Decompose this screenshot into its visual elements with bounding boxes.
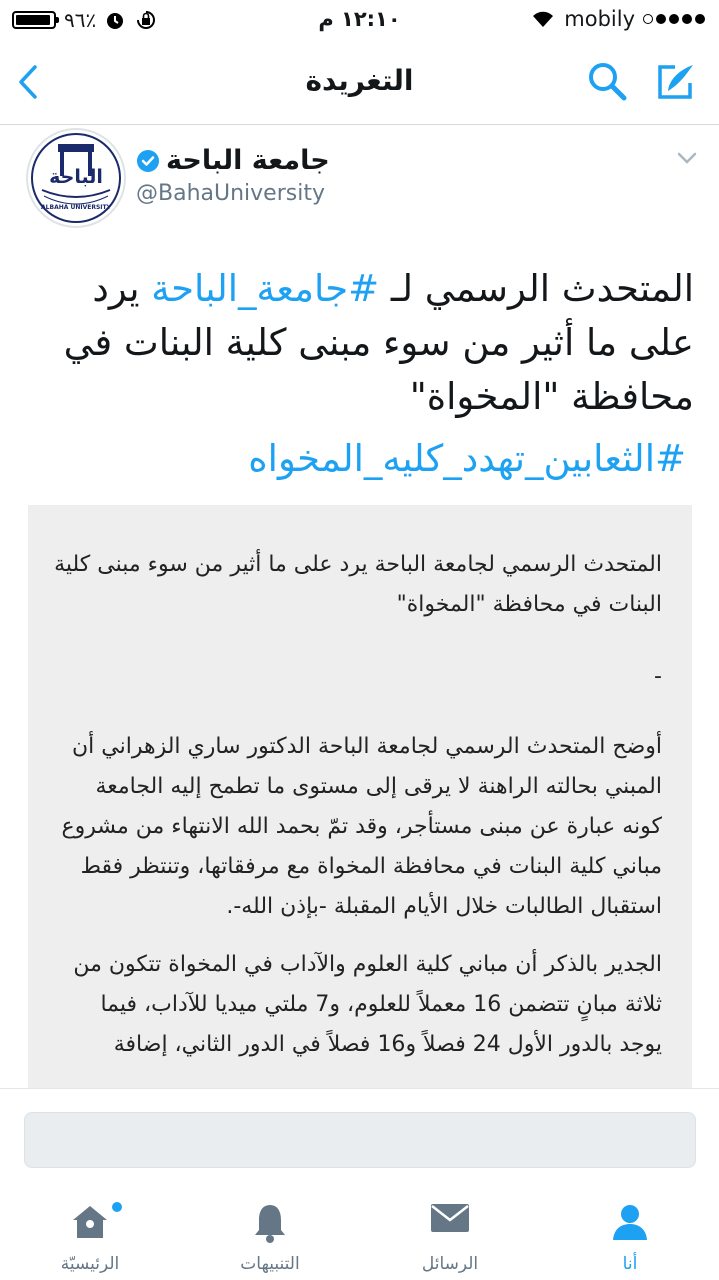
hashtag-link[interactable]: #جامعة_الباحة — [151, 267, 380, 310]
status-right — [530, 7, 705, 31]
tweet-text — [24, 262, 694, 424]
avatar-caption: ALBAHA UNIVERSITY — [41, 204, 111, 211]
tweet-text-part1: المتحدث الرسمي لـ — [379, 267, 694, 310]
tab-label: الرسائل — [421, 1254, 479, 1274]
author-handle[interactable]: @BahaUniversity — [136, 181, 325, 206]
page-title: التغريدة — [305, 64, 414, 97]
author-name-row — [136, 145, 330, 176]
compose-button[interactable] — [652, 58, 700, 104]
search-button[interactable] — [584, 58, 630, 104]
carrier-name: mobily — [564, 7, 635, 31]
tweet-menu-button[interactable] — [676, 150, 698, 169]
chevron-down-icon — [676, 151, 698, 165]
wifi-icon — [530, 9, 556, 29]
tab-home[interactable] — [0, 1180, 180, 1280]
tab-label: التنبيهات — [240, 1254, 300, 1274]
battery-percent: ٩٦٪ — [64, 8, 97, 32]
signal-icon — [643, 14, 705, 24]
card-paragraph: المتحدث الرسمي لجامعة الباحة يرد على ما أثير من سوء مبنى كلية البنات في محافظة "المخواة" — [54, 552, 662, 617]
tab-notifications[interactable] — [180, 1180, 360, 1280]
envelope-icon — [429, 1202, 471, 1234]
nav-bar — [0, 40, 719, 125]
card-paragraph: الجدير بالذكر أن مباني كلية العلوم والآداب في المخواة تتكون من ثلاثة مبانٍ تتضمن 16 معملاً للعلوم، و7 ملتي ميديا للآداب، فيما يوجد بالدور الأول 24 فصلاً و16 فصلاً في الدور الثاني، إضافة — [73, 952, 662, 1057]
attached-image[interactable] — [28, 505, 692, 1105]
tab-label: أنا — [622, 1254, 638, 1274]
notification-dot — [112, 1202, 122, 1212]
compose-tweet-icon — [655, 61, 697, 101]
tab-messages[interactable] — [360, 1180, 540, 1280]
avatar[interactable] — [26, 128, 126, 228]
hashtag-link-secondary[interactable]: #الثعابين_تهدد_كليه_المخواه — [248, 437, 686, 480]
clock: ١٢:١٠ م — [318, 7, 401, 31]
card-dash: - — [654, 664, 662, 689]
reply-area — [0, 1088, 719, 1179]
bell-icon — [251, 1202, 289, 1244]
verified-badge-icon — [136, 149, 160, 173]
tab-me[interactable] — [540, 1180, 719, 1280]
author-name[interactable]: جامعة الباحة — [166, 145, 330, 176]
status-bar — [0, 0, 719, 40]
avatar-wordmark: الباحة — [49, 166, 103, 188]
tab-bar — [0, 1180, 719, 1280]
card-paragraph: أوضح المتحدث الرسمي لجامعة الباحة الدكتور ساري الزهراني أن المبني بحالته الراهنة لا يرقى إلى مستوى ما تطمح إليه الجامعة كونه عبارة عن مبنى مستأجر، وقد تمّ بحمد الله الانتهاء من مشروع مباني كلية البنات في محافظة المخواة مع مرفقاتها، وتنتظر فقط استقبال الطالبات خلال الأيام المقبلة -بإذن الله-. — [61, 734, 662, 919]
profile-icon — [610, 1202, 650, 1242]
tweet-text-part2: يرد على ما أثير من سوء مبنى كلية البنات في محافظة "المخواة" — [63, 267, 694, 418]
search-icon — [586, 60, 628, 102]
tab-label: الرئيسيّة — [60, 1254, 120, 1274]
home-icon — [69, 1202, 111, 1242]
reply-input[interactable] — [24, 1112, 696, 1168]
